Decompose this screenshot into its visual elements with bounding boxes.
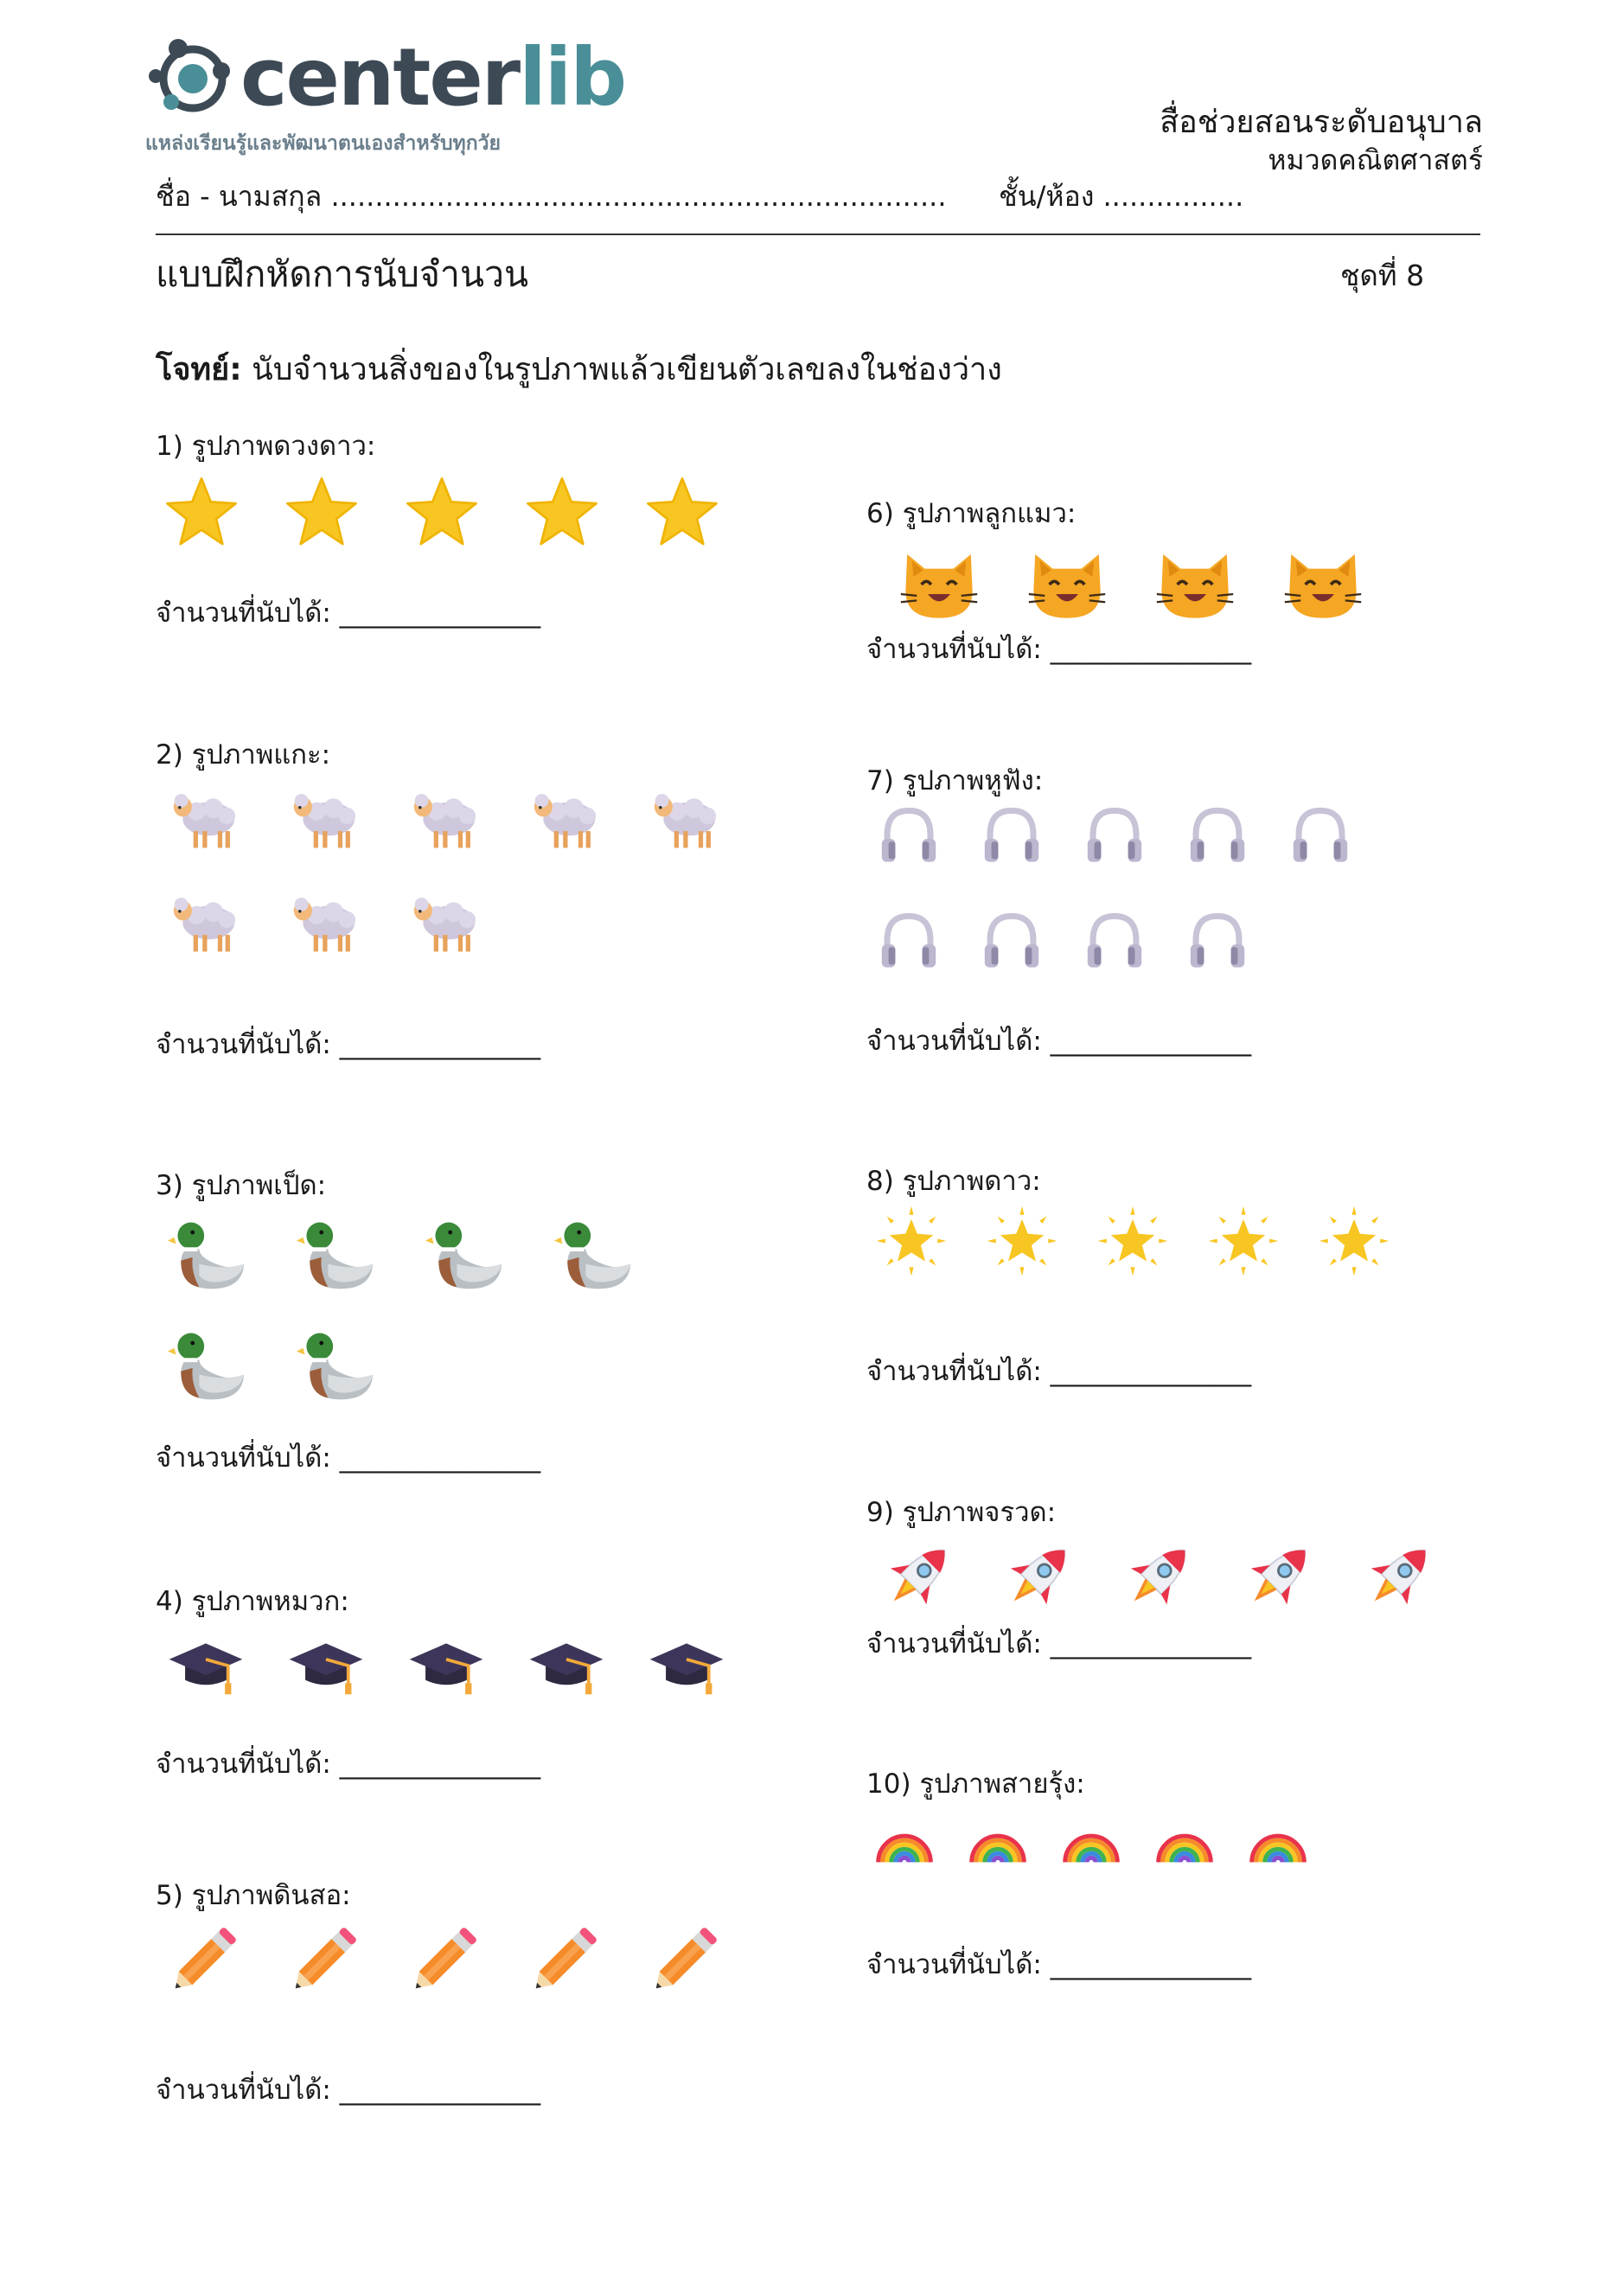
sheep-icon: [166, 885, 242, 961]
rocket-icon: [1238, 1538, 1318, 1617]
header-divider: [156, 233, 1480, 235]
graduation-cap-icon: [286, 1628, 366, 1707]
cat-face-icon: [1155, 545, 1235, 624]
rocket-icon: [878, 1538, 957, 1617]
sheep-icon: [647, 781, 723, 857]
question-2-answer[interactable]: จำนวนที่นับได้: _______________: [156, 1029, 541, 1060]
headphones-icon: [875, 908, 942, 975]
question-9-icons: [878, 1538, 1483, 1617]
instruction-text: นับจำนวนสิ่งของในรูปภาพแล้วเขียนตัวเลขลงในช่องว่าง: [241, 352, 1002, 387]
question-4-answer[interactable]: จำนวนที่นับได้: _______________: [156, 1749, 541, 1780]
rainbow-icon: [1247, 1807, 1309, 1870]
graduation-cap-icon: [647, 1628, 726, 1707]
duck-icon: [424, 1212, 507, 1295]
worksheet-title: แบบฝึกหัดการนับจำนวน: [156, 253, 529, 295]
star-icon: [283, 474, 361, 552]
question-5-answer[interactable]: จำนวนที่นับได้: _______________: [156, 2075, 541, 2106]
question-7-answer[interactable]: จำนวนที่นับได้: _______________: [866, 1026, 1252, 1057]
question-10-label: 10) รูปภาพสายรุ้ง:: [866, 1768, 1085, 1800]
question-9-label: 9) รูปภาพจรวด:: [866, 1497, 1057, 1528]
question-10-answer[interactable]: จำนวนที่นับได้: _______________: [866, 1949, 1252, 1980]
question-2-icons: [166, 781, 771, 961]
rainbow-icon: [1060, 1807, 1122, 1870]
header-right-title: สื่อช่วยสอนระดับอนุบาล: [1160, 105, 1483, 140]
pencil-icon: [403, 1922, 482, 2001]
question-5-label: 5) รูปภาพดินสอ:: [156, 1880, 351, 1911]
headphones-icon: [978, 908, 1045, 975]
question-1-label: 1) รูปภาพดวงดาว:: [156, 431, 376, 462]
question-7-icons: [875, 803, 1480, 975]
duck-icon: [166, 1323, 249, 1406]
glowing-star-icon: [1096, 1205, 1169, 1277]
pencil-icon: [643, 1922, 723, 2001]
pencil-icon: [523, 1922, 603, 2001]
logo: [138, 26, 626, 156]
rainbow-icon: [967, 1807, 1029, 1870]
cat-face-icon: [899, 545, 979, 624]
pencil-icon: [283, 1922, 362, 2001]
tagline: แหล่งเรียนรู้และพัฒนาตนเองสำหรับทุกวัย: [145, 132, 502, 155]
star-icon: [523, 474, 601, 552]
question-8-answer[interactable]: จำนวนที่นับได้: _______________: [866, 1356, 1252, 1387]
headphones-icon: [1184, 908, 1251, 975]
headphones-icon: [1184, 803, 1251, 870]
glowing-star-icon: [875, 1205, 948, 1277]
name-field[interactable]: ชื่อ - นามสกุล ......................................................................: [156, 180, 947, 213]
glowing-star-icon: [986, 1205, 1058, 1277]
sheep-icon: [286, 781, 362, 857]
question-8-icons: [875, 1205, 1480, 1277]
header-right-subtitle: หมวดคณิตศาสตร์: [1268, 144, 1483, 176]
glowing-star-icon: [1207, 1205, 1280, 1277]
question-3-answer[interactable]: จำนวนที่นับได้: _______________: [156, 1442, 541, 1474]
duck-icon: [166, 1212, 249, 1295]
headphones-icon: [978, 803, 1045, 870]
question-2-label: 2) รูปภาพแกะ:: [156, 739, 331, 771]
question-3-label: 3) รูปภาพเป็ด:: [156, 1170, 327, 1201]
cat-face-icon: [1027, 545, 1107, 624]
cat-face-icon: [1283, 545, 1363, 624]
sheep-icon: [406, 885, 482, 961]
duck-icon: [553, 1212, 636, 1295]
question-1-icons: [163, 474, 768, 552]
question-4-label: 4) รูปภาพหมวก:: [156, 1586, 349, 1617]
question-10-icons: [873, 1807, 1479, 1870]
logo-text-lib: lib: [519, 31, 626, 124]
headphones-icon: [1081, 908, 1148, 975]
question-6-answer[interactable]: จำนวนที่นับได้: _______________: [866, 634, 1252, 665]
question-3-icons: [166, 1212, 771, 1406]
headphones-icon: [1287, 803, 1354, 870]
instruction-label: โจทย์:: [156, 352, 242, 387]
question-7-label: 7) รูปภาพหูฟัง:: [866, 765, 1044, 796]
duck-icon: [295, 1212, 378, 1295]
glowing-star-icon: [1318, 1205, 1390, 1277]
logo-wordmark: [240, 31, 626, 124]
rocket-icon: [998, 1538, 1077, 1617]
sheep-icon: [527, 781, 603, 857]
rainbow-icon: [1153, 1807, 1216, 1870]
class-field[interactable]: ชั้น/ห้อง ................: [999, 180, 1244, 213]
star-icon: [643, 474, 721, 552]
rocket-icon: [1358, 1538, 1438, 1617]
question-5-icons: [163, 1922, 768, 2001]
sheep-icon: [166, 781, 242, 857]
question-9-answer[interactable]: จำนวนที่นับได้: _______________: [866, 1628, 1252, 1660]
sheep-icon: [286, 885, 362, 961]
question-1-answer[interactable]: จำนวนที่นับได้: _______________: [156, 598, 541, 629]
rainbow-icon: [873, 1807, 936, 1870]
graduation-cap-icon: [406, 1628, 486, 1707]
star-icon: [163, 474, 240, 552]
logo-text-center: center: [240, 31, 520, 124]
question-4-icons: [166, 1628, 771, 1707]
rocket-icon: [1118, 1538, 1198, 1617]
sheep-icon: [406, 781, 482, 857]
duck-icon: [295, 1323, 378, 1406]
instruction: [156, 344, 1002, 393]
graduation-cap-icon: [527, 1628, 606, 1707]
graduation-cap-icon: [166, 1628, 246, 1707]
question-6-label: 6) รูปภาพลูกแมว:: [866, 498, 1077, 529]
headphones-icon: [1081, 803, 1148, 870]
headphones-icon: [875, 803, 942, 870]
molecule-logo-icon: [145, 31, 240, 126]
question-6-icons: [899, 545, 1505, 624]
pencil-icon: [163, 1922, 242, 2001]
star-icon: [403, 474, 481, 552]
question-8-label: 8) รูปภาพดาว:: [866, 1166, 1041, 1197]
set-number: ชุดที่ 8: [1340, 259, 1425, 292]
